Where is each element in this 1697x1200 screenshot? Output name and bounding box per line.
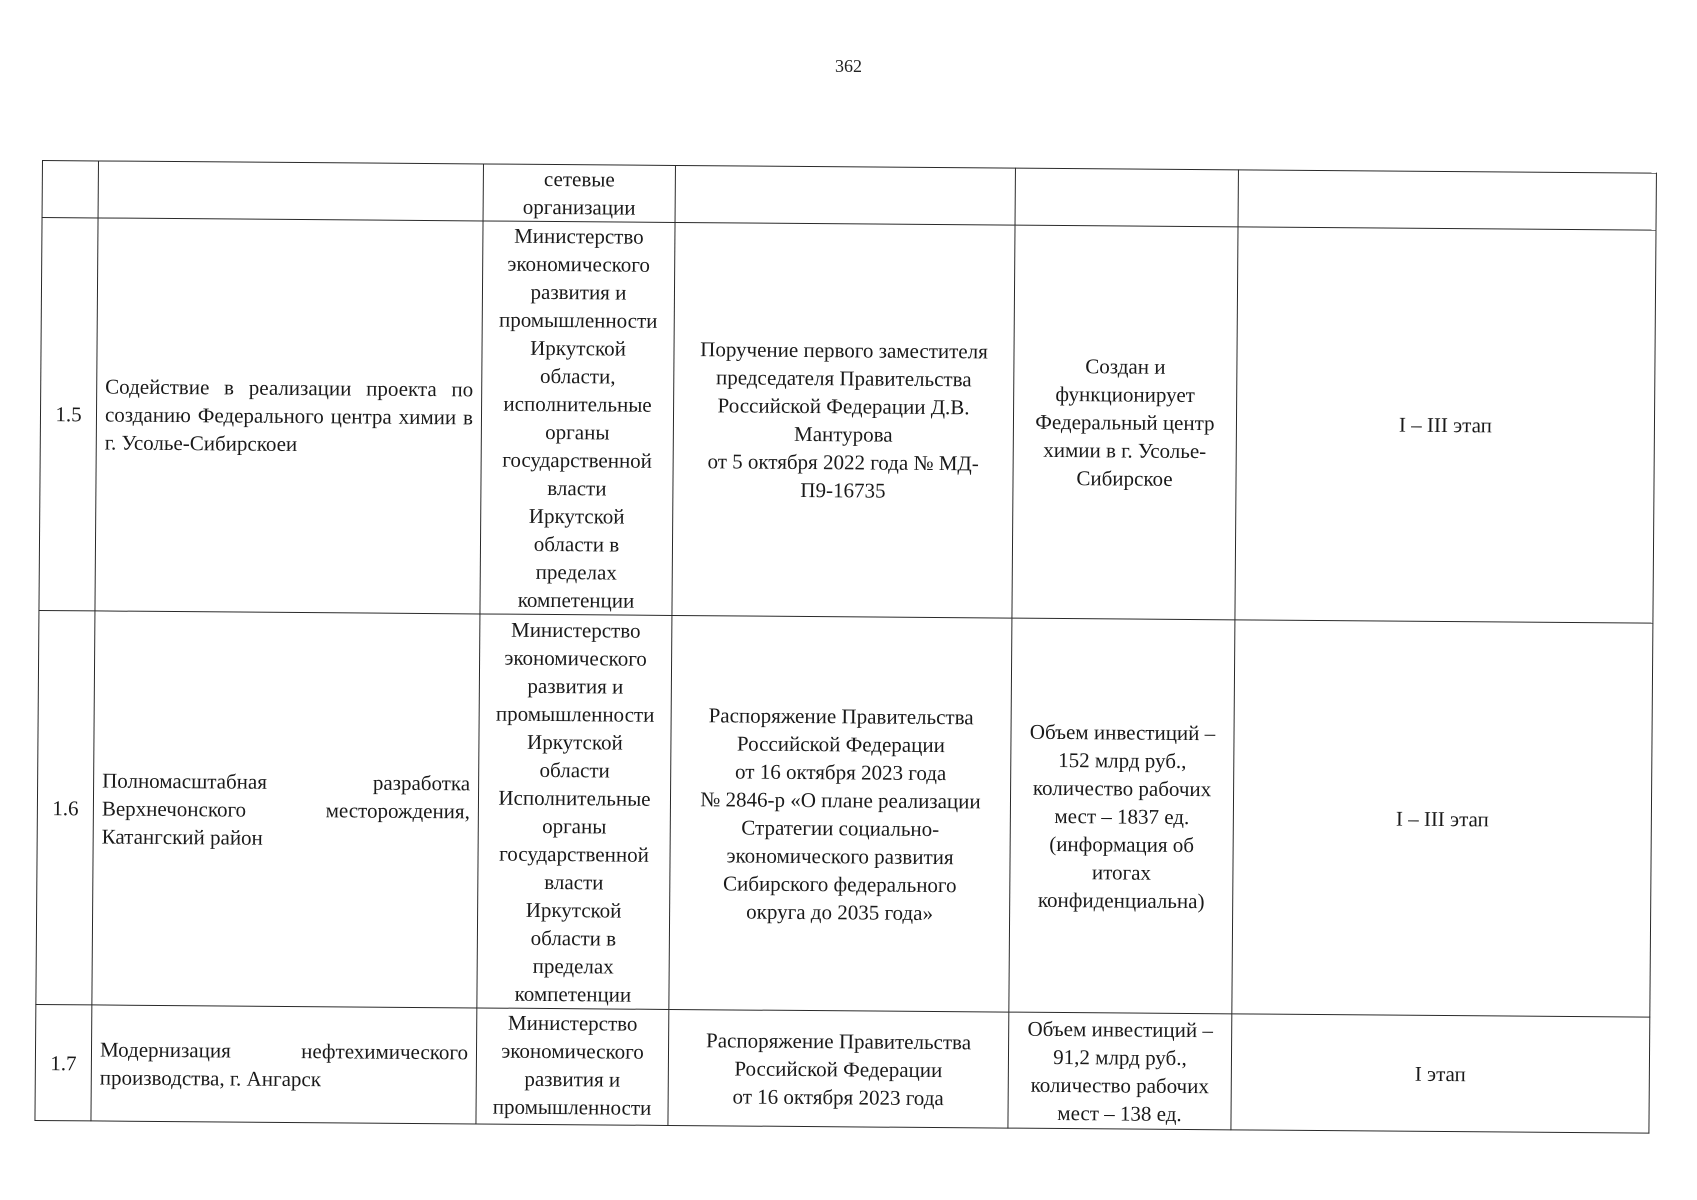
- responsible-line: сетевые: [543, 166, 615, 192]
- responsible-cell: [480, 221, 675, 615]
- basis-line: председателя Правительства: [715, 365, 972, 392]
- responsible-line: компетенции: [514, 981, 632, 1007]
- row-number-cell: 1.6: [36, 610, 95, 1004]
- responsible-line: компетенции: [517, 587, 635, 613]
- stage-cell: I – III этап: [1235, 227, 1656, 623]
- basis-line: № 2846-р «О плане реализации: [700, 786, 981, 813]
- basis-cell: [668, 1009, 1009, 1128]
- basis-cell: [675, 165, 1015, 225]
- responsible-cell: [483, 164, 675, 223]
- responsible-line: исполнительные: [503, 391, 652, 417]
- basis-line: Мантурова: [793, 421, 893, 447]
- basis-line: Стратегии социально-: [741, 815, 940, 841]
- result-line: Создан и: [1085, 354, 1166, 379]
- basis-line: Российской Федерации Д.В.: [717, 393, 970, 420]
- responsible-line: Иркутской: [525, 897, 622, 923]
- result-cell: [1015, 168, 1238, 227]
- table-row: [35, 1004, 1650, 1133]
- responsible-line: организации: [522, 194, 636, 220]
- responsible-line: развития и: [524, 1066, 621, 1092]
- responsible-line: промышленности: [498, 307, 658, 333]
- responsible-line: Исполнительные: [498, 785, 651, 811]
- responsible-line: Иркутской: [528, 503, 625, 529]
- result-line: количество рабочих: [1030, 1072, 1209, 1098]
- measure-name: Полномасштабная разработка Верхнечонского месторождения, Катангский район: [101, 767, 471, 850]
- responsible-line: Министерство: [510, 617, 641, 643]
- result-line: Федеральный центр: [1035, 409, 1215, 436]
- result-line: (информация об: [1049, 831, 1195, 857]
- responsible-cell: [477, 614, 672, 1009]
- responsible-line: органы: [545, 419, 610, 445]
- measure-name-cell: [92, 611, 480, 1008]
- responsible-line: промышленности: [495, 701, 655, 727]
- basis-line: Поручение первого заместителя: [700, 337, 988, 364]
- result-line: мест – 138 ед.: [1057, 1100, 1182, 1126]
- responsible-line: развития и: [527, 673, 624, 699]
- measure-name: Модернизация нефтехимического производства, г. Ангарск: [99, 1036, 469, 1091]
- result-line: конфиденциальна): [1037, 887, 1205, 913]
- responsible-line: власти: [547, 475, 607, 501]
- basis-line: округа до 2035 года»: [746, 899, 934, 925]
- responsible-line: экономического: [504, 645, 647, 671]
- stage-cell: I этап: [1231, 1014, 1650, 1133]
- basis-cell: [672, 222, 1015, 618]
- basis-line: Распоряжение Правительства: [706, 1027, 972, 1054]
- responsible-line: экономического: [501, 1038, 644, 1064]
- responsible-line: Иркутской: [530, 335, 626, 361]
- measure-name-cell: [91, 1005, 477, 1124]
- responsible-line: пределах: [532, 953, 614, 979]
- stage-cell: I – III этап: [1232, 620, 1653, 1017]
- result-cell: [1008, 1012, 1232, 1130]
- table-row: [39, 218, 1656, 624]
- responsible-line: Иркутской: [526, 729, 623, 755]
- responsible-cell: [476, 1008, 669, 1126]
- responsible-line: промышленности: [492, 1094, 652, 1120]
- result-line: количество рабочих: [1032, 775, 1212, 801]
- result-line: функционирует: [1055, 381, 1196, 408]
- responsible-line: экономического: [507, 251, 651, 277]
- responsible-line: области: [539, 757, 610, 782]
- responsible-line: государственной: [499, 841, 649, 867]
- result-line: 91,2 млрд руб.,: [1053, 1044, 1187, 1070]
- stage-cell: [1238, 170, 1656, 230]
- page-number: 362: [835, 56, 862, 76]
- basis-line: от 16 октября 2023 года: [732, 1083, 944, 1110]
- basis-cell: [669, 615, 1012, 1012]
- result-cell: [1012, 225, 1238, 620]
- table-row: [36, 610, 1653, 1017]
- responsible-line: области в: [530, 925, 617, 951]
- basis-line: от 16 октября 2023 года: [735, 758, 947, 785]
- responsible-line: области,: [539, 363, 616, 389]
- basis-line: П9-16735: [800, 477, 886, 503]
- basis-line: от 5 октября 2022 года № МД-: [707, 449, 979, 476]
- basis-line: Сибирского федерального: [722, 870, 957, 897]
- row-number-cell: [42, 161, 98, 218]
- measure-name-cell: [98, 161, 483, 221]
- measure-name: Содействие в реализации проекта по созданию Федерального центра химии в г. Усолье-Сибирскоеи: [104, 374, 474, 457]
- responsible-line: органы: [542, 813, 607, 838]
- basis-line: Распоряжение Правительства: [708, 702, 974, 729]
- measure-name-cell: [95, 218, 483, 614]
- responsible-line: Министерство: [507, 1010, 638, 1036]
- row-number-cell: 1.7: [35, 1004, 92, 1120]
- basis-line: экономического развития: [726, 842, 954, 869]
- result-line: 152 млрд руб.,: [1058, 747, 1187, 773]
- result-line: Объем инвестиций –: [1027, 1016, 1213, 1042]
- result-line: Сибирское: [1076, 466, 1173, 491]
- responsible-line: развития и: [530, 279, 627, 305]
- result-line: химии в г. Усолье-: [1043, 437, 1207, 464]
- basis-line: Российской Федерации: [734, 1055, 943, 1082]
- result-cell: [1009, 618, 1235, 1014]
- responsible-line: пределах: [535, 559, 617, 585]
- basis-line: Российской Федерации: [736, 730, 945, 757]
- result-line: мест – 1837 ед.: [1054, 803, 1190, 829]
- measures-table: [34, 160, 1656, 1134]
- responsible-line: государственной: [502, 447, 653, 473]
- result-line: Объем инвестиций –: [1029, 719, 1216, 745]
- responsible-line: власти: [544, 869, 604, 894]
- responsible-line: области в: [533, 531, 620, 557]
- responsible-line: Министерство: [514, 223, 644, 249]
- result-line: итогах: [1091, 859, 1152, 885]
- row-number-cell: 1.5: [39, 218, 98, 611]
